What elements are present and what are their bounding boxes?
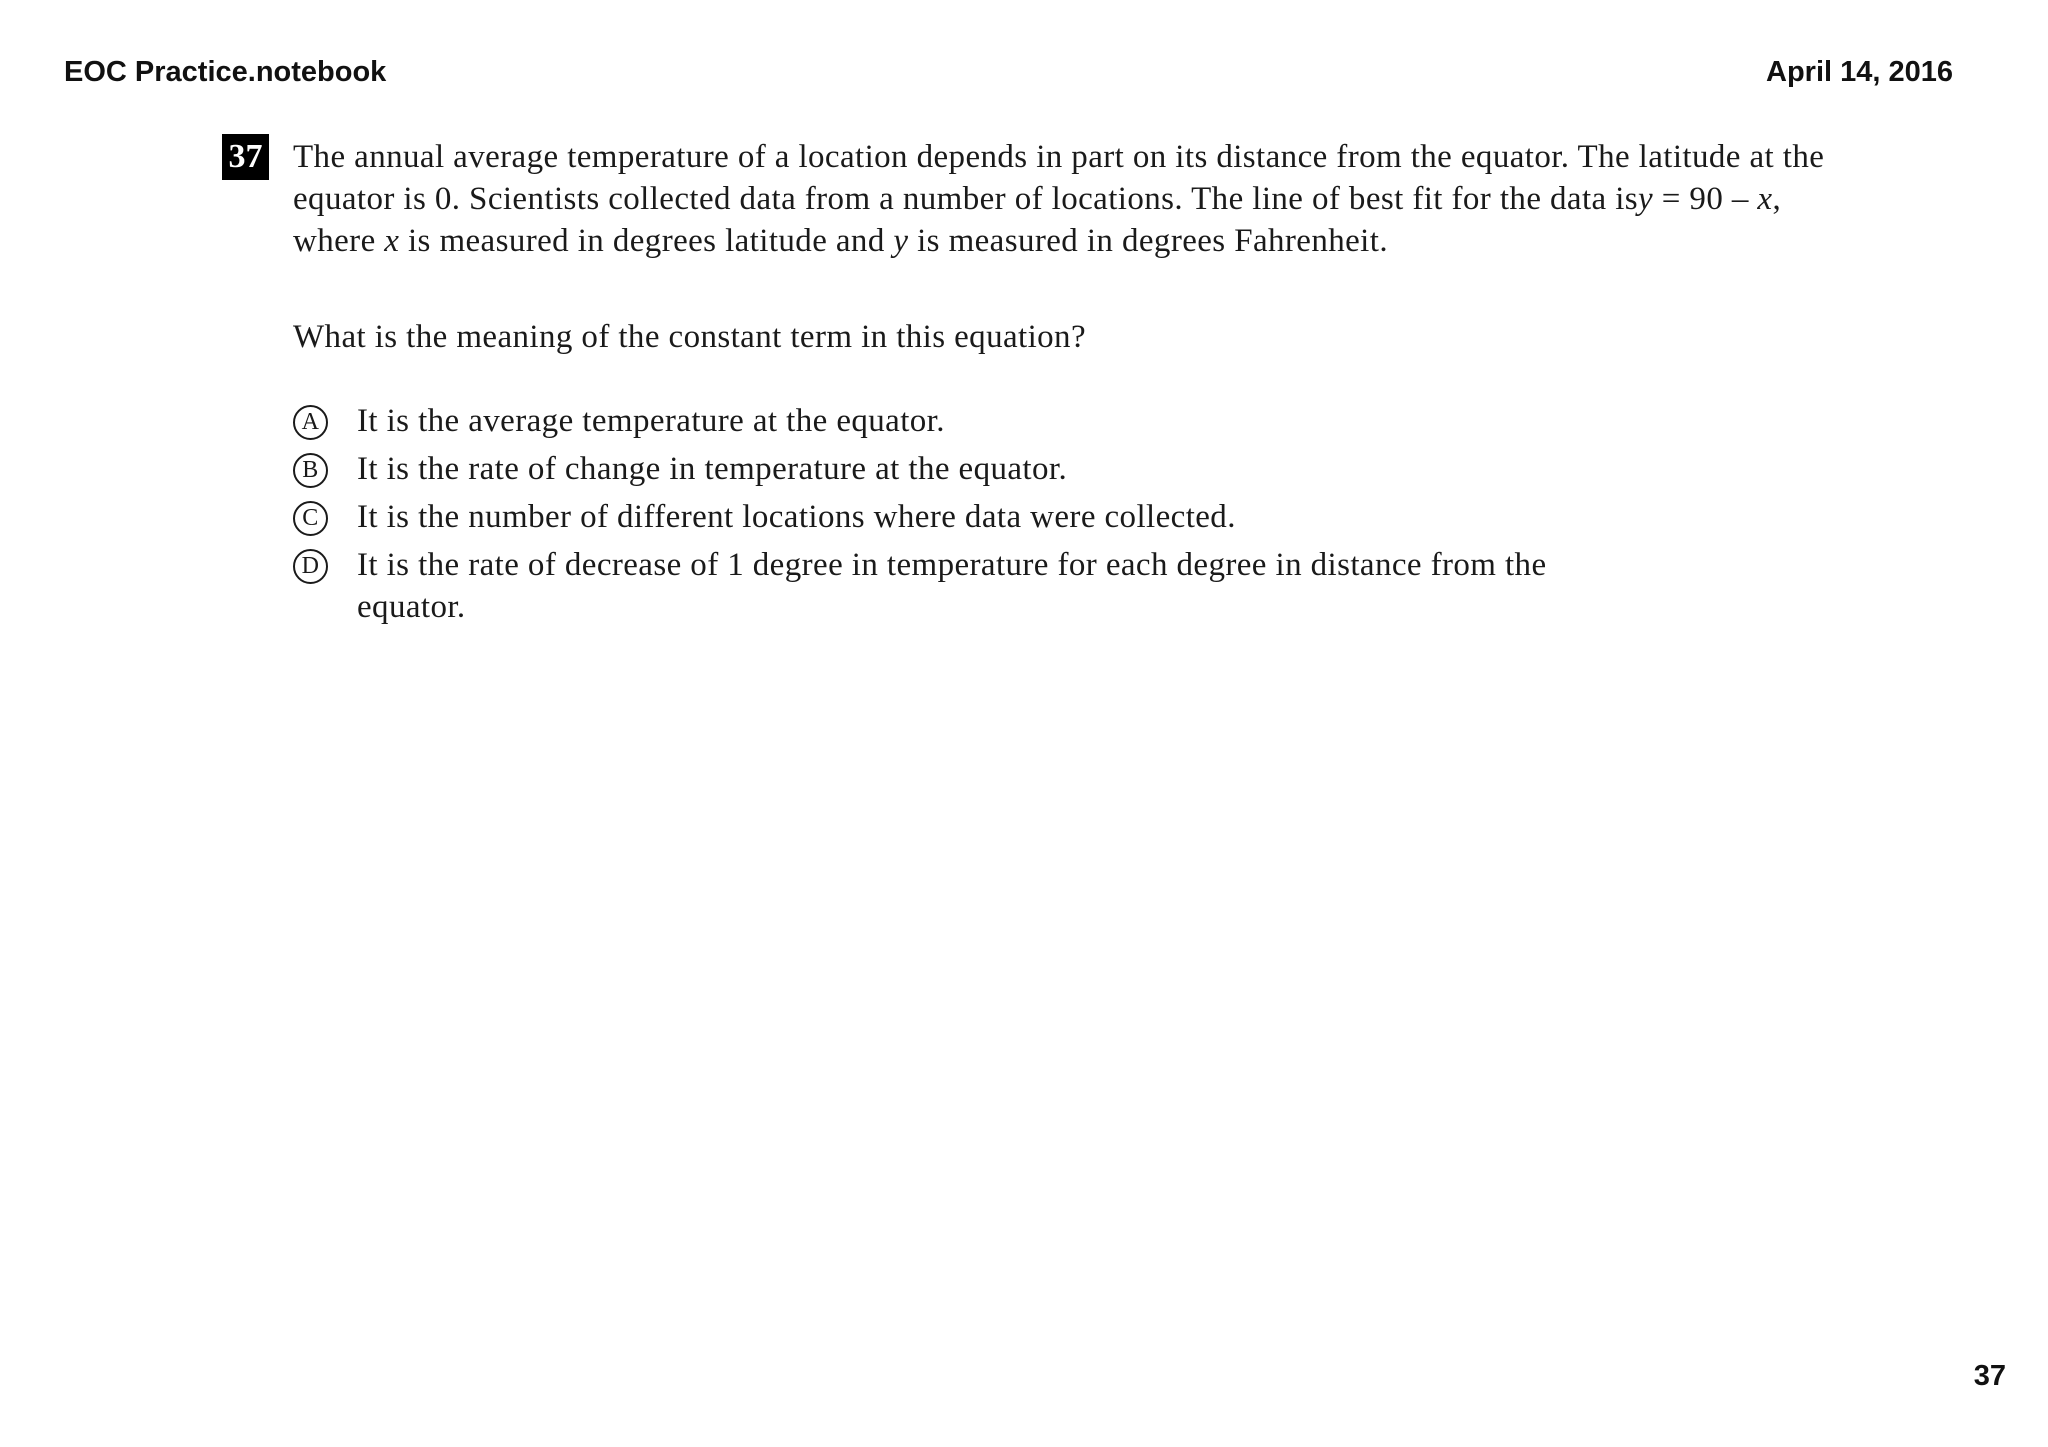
- choice-text-d: It is the rate of decrease of 1 degree in temperature for each degree in distance from the equator.: [357, 547, 1547, 625]
- question-prompt: What is the meaning of the constant term in this equation?: [293, 319, 1086, 355]
- stem-part-1: The annual average temperature of a location depends in part on its distance from the equator. The latitude at the equator is 0. Scientists collected data from a number of locations. The line of best fit for the data is: [293, 139, 1825, 217]
- equation-middle: = 90 –: [1653, 181, 1758, 217]
- stem-part-2: , where: [293, 181, 1782, 259]
- equation-y: y: [1638, 181, 1654, 217]
- choice-text-a: It is the average temperature at the equator.: [357, 403, 945, 439]
- var-x: x: [384, 223, 400, 259]
- var-y: y: [893, 223, 909, 259]
- choice-letter-b: B: [293, 453, 328, 488]
- choice-letter-a: A: [293, 405, 328, 440]
- question-number-badge: 37: [222, 134, 269, 180]
- answer-choice-c[interactable]: [293, 496, 1697, 538]
- choice-text-b: It is the rate of change in temperature at the equator.: [357, 451, 1068, 487]
- stem-part-4: is measured in degrees Fahrenheit.: [908, 223, 1388, 259]
- answer-choice-b[interactable]: [293, 448, 1697, 490]
- choice-text-c: It is the number of different locations where data were collected.: [357, 499, 1236, 535]
- page-date: April 14, 2016: [1766, 56, 1953, 88]
- answer-choice-a[interactable]: [293, 400, 1697, 442]
- notebook-title: EOC Practice.notebook: [64, 56, 387, 88]
- choice-letter-c: C: [293, 501, 328, 536]
- question-stem: [293, 136, 1853, 262]
- equation-x: x: [1757, 181, 1773, 217]
- answer-choice-d[interactable]: [293, 544, 1657, 628]
- choice-letter-d: D: [293, 549, 328, 584]
- page-number: 37: [1973, 1360, 2006, 1392]
- stem-part-3: is measured in degrees latitude and: [399, 223, 894, 259]
